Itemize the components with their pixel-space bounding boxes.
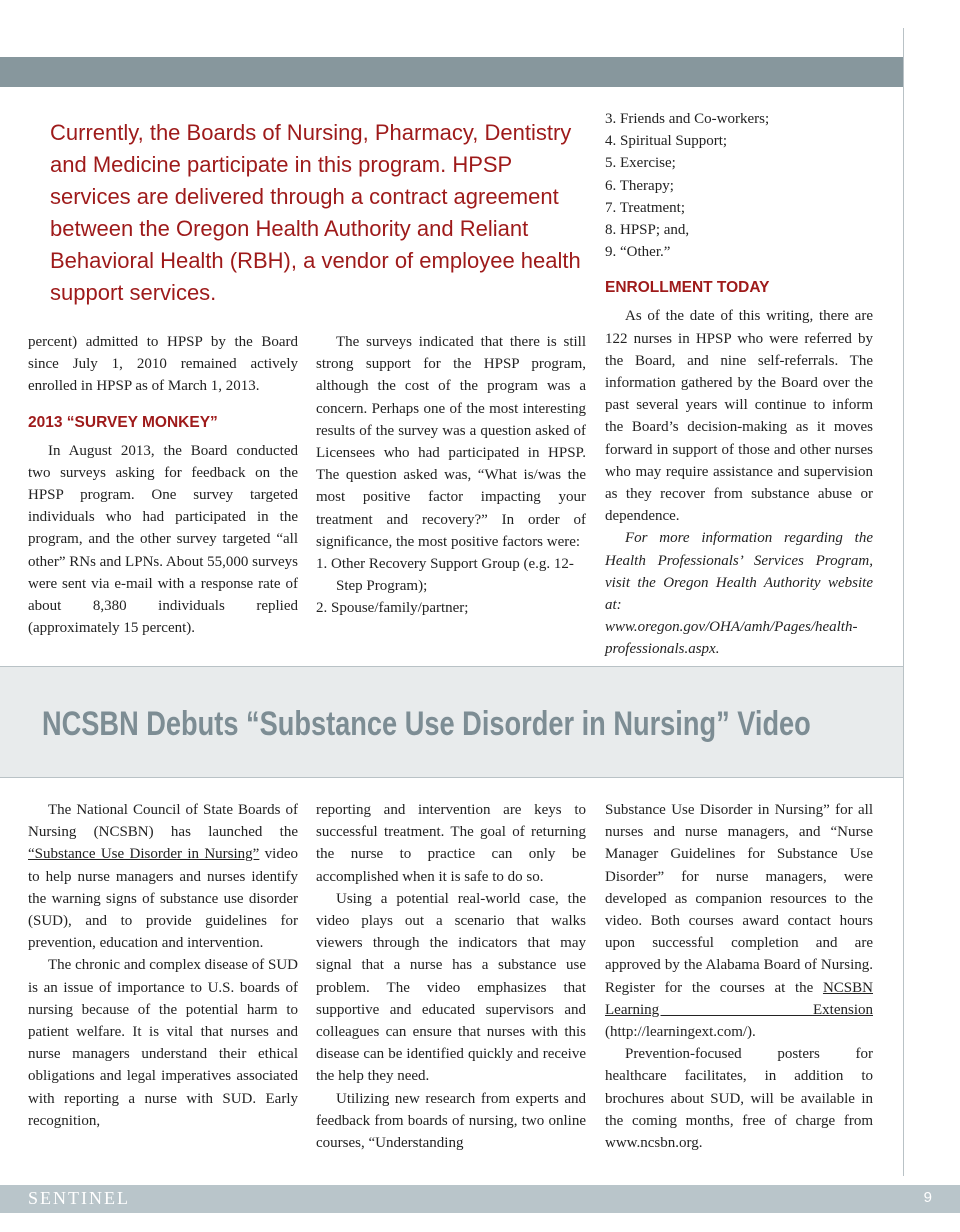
header-bar xyxy=(0,57,903,87)
top-column-3 xyxy=(605,108,873,661)
list-item: 8. HPSP; and, xyxy=(605,222,690,239)
video-link[interactable]: “Substance Use Disorder in Nursing” xyxy=(28,846,260,863)
article-column-3 xyxy=(605,799,873,1154)
list-item: 1. Other Recovery Support Group (e.g. 12-Step Program); xyxy=(316,556,574,595)
article-column-1 xyxy=(28,799,298,1132)
paragraph: Utilizing new research from experts and feedback from boards of nursing, two online courses, “Understanding xyxy=(316,1090,586,1152)
paragraph: The surveys indicated that there is still strong support for the HPSP program, although the cost of the program was a concern. Perhaps one of the most interesting results of the survey was a question asked of Licensees who had participated in HPSP. The question asked was, “What is/was the most positive factor impacting your treatment and recovery?” In order of significance, the most positive factors were: xyxy=(316,334,586,550)
page-footer xyxy=(0,1185,960,1213)
text: Substance Use Disorder in Nursing” for all nurses and nurse managers, and “Nurse Manager Guidelines for Substance Use Disorder” for nurse managers, were developed as companion resources to the video. Both courses award contact hours upon successful completion and are approved by the Alabama Board of Nursing. Register for the courses at the xyxy=(605,802,873,996)
paragraph: The chronic and complex disease of SUD is an issue of importance to U.S. boards of nursing because of the potential harm to patient welfare. It is vital that nurses and nurse managers understand their ethical obligations and legal imperatives associated with reporting a nurse with SUD. Early recognition, xyxy=(28,957,298,1129)
paragraph: In August 2013, the Board conducted two surveys asking for feedback on the HPSP program. One survey targeted individuals who had participated in the program, and the other survey targeted “all other” RNs and LPNs. About 55,000 surveys were sent via e-mail with a response rate of about 8,380 individuals replied (approximately 15 percent). xyxy=(28,442,298,637)
paragraph xyxy=(605,799,873,1043)
section-divider xyxy=(0,777,903,778)
list-item: 2. Spouse/family/partner; xyxy=(316,600,469,617)
positive-factors-list-continued xyxy=(605,108,873,263)
article-column-2 xyxy=(316,799,586,1154)
top-column-2 xyxy=(316,331,586,620)
list-item: 3. Friends and Co-workers; xyxy=(605,111,770,127)
list-item: 7. Treatment; xyxy=(605,199,686,216)
paragraph xyxy=(28,799,298,954)
paragraph: reporting and intervention are keys to successful treatment. The goal of returning the nurse to practice can only be accomplished when it is safe to do so. xyxy=(316,802,586,885)
list-item: 6. Therapy; xyxy=(605,177,674,194)
list-item: 4. Spiritual Support; xyxy=(605,133,728,150)
more-info-paragraph: For more information regarding the Health Professionals’ Services Program, visit the Oregon Health Authority website at: www.oregon.gov/OHA/amh/Pages/health-professionals.aspx. xyxy=(605,530,873,658)
pull-quote: Currently, the Boards of Nursing, Pharmacy, Dentistry and Medicine participate in this program. HPSP services are delivered through a contract agreement between the Oregon Health Authority and Reliant Behavioral Health (RBH), a vendor of employee health support services. xyxy=(50,120,581,305)
text: video to help nurse managers and nurses identify the warning signs of substance use disorder (SUD), and to provide guidelines for prevention, education and intervention. xyxy=(28,846,298,952)
list-item: 9. “Other.” xyxy=(605,244,671,261)
section-heading-enrollment: ENROLLMENT TODAY xyxy=(605,279,770,297)
publication-name: SENTINEL xyxy=(28,1188,130,1208)
learning-extension-link[interactable]: NCSBN Learning Extension xyxy=(605,979,873,1018)
paragraph: Prevention-focused posters for healthcare facilitates, in addition to brochures about SUD, will be available in the coming months, free of charge from www.ncsbn.org. xyxy=(605,1046,873,1152)
column-rule xyxy=(903,28,904,1176)
top-column-1 xyxy=(28,331,298,639)
text: The National Council of State Boards of Nursing (NCSBN) has launched the xyxy=(28,802,298,841)
paragraph: percent) admitted to HPSP by the Board since July 1, 2010 remained actively enrolled in HPSP as of March 1, 2013. xyxy=(28,334,298,395)
list-item: 5. Exercise; xyxy=(605,155,676,172)
article-title: NCSBN Debuts “Substance Use Disorder in Nursing” Video xyxy=(42,705,811,743)
section-heading-survey: 2013 “SURVEY MONKEY” xyxy=(28,413,218,431)
paragraph: As of the date of this writing, there are 122 nurses in HPSP who were referred by the Board, and nine self-referrals. The information gathered by the Board over the past several years will continue to inform the Board’s decision-making as it moves forward in support of those and other nurses who may require assistance and supervision as they recover from substance abuse or dependence. xyxy=(605,308,873,525)
paragraph: Using a potential real-world case, the video plays out a scenario that walks viewers through the indicators that may signal that a nurse has a substance use problem. The video emphasizes that supportive and educated supervisors and colleagues can ensure that nurses with this disease can be identified quickly and receive the help they need. xyxy=(316,890,586,1085)
text: (http://learningext.com/). xyxy=(605,1024,756,1041)
positive-factors-list xyxy=(316,553,586,620)
page-number: 9 xyxy=(923,1189,932,1206)
